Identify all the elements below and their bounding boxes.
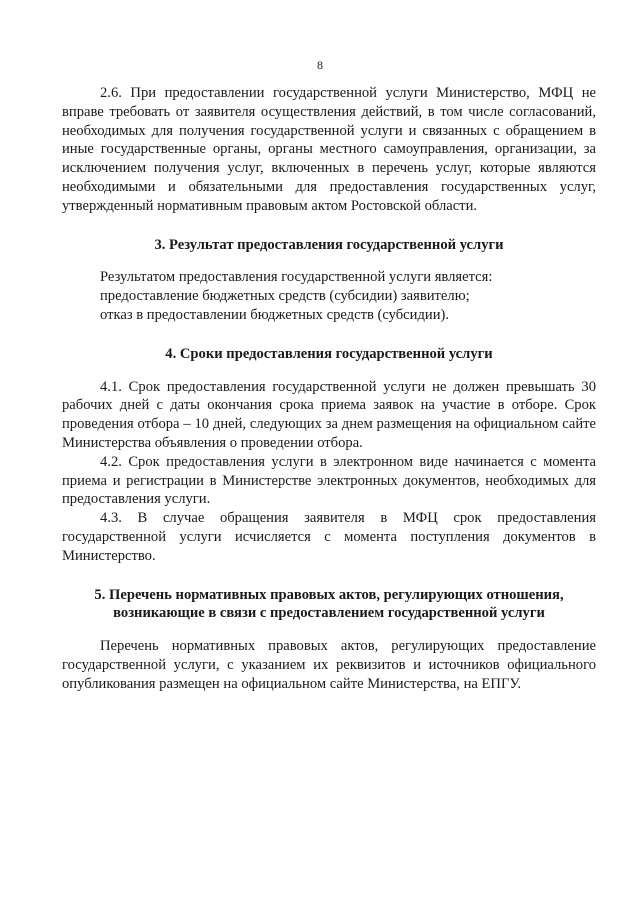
- paragraph-4-1: 4.1. Срок предоставления государственной услуги не должен превышать 30 рабочих дней с даты окончания срока приема заявок на участие в отборе. Срок проведения отбора – 10 дней, следующих за днем размещения на официальном сайте Министерства объявления о проведении отбора.: [62, 378, 596, 451]
- section-3-heading: 3. Результат предоставления государственной услуги: [154, 236, 504, 253]
- paragraph-4-2: 4.2. Срок предоставления услуги в электронном виде начинается с момента приема и регистрации в Министерстве электронных документов, необходимых для предоставления услуги.: [62, 453, 596, 508]
- paragraph-2-6: 2.6. При предоставлении государственной услуги Министерство, МФЦ не вправе требовать от заявителя осуществления действий, в том числе согласований, необходимых для получения государственной услуги и связанных с обращением в иные государственные органы, органы местного самоуправления, организации, за исключением получения услуг, включенных в перечень услуг, которые являются необходимыми и обязательными для предоставления государственных услуг, утвержденный нормативным правовым актом Ростовской области.: [62, 85, 596, 214]
- section-5-heading-line-1: 5. Перечень нормативных правовых актов, регулирующих отношения,: [94, 586, 564, 603]
- section-4-heading: 4. Сроки предоставления государственной услуги: [165, 345, 493, 362]
- paragraph-5: Перечень нормативных правовых актов, регулирующих предоставление государственной услуги, с указанием их реквизитов и источников официального опубликования размещен на официальном сайте Министерства, на ЕПГУ.: [62, 638, 596, 692]
- page-number: 8: [317, 58, 323, 72]
- document-body: [62, 84, 596, 694]
- section-5-heading-line-2: возникающие в связи с предоставлением государственной услуги: [113, 605, 545, 622]
- section-3-line: отказ в предоставлении бюджетных средств (субсидии).: [100, 306, 450, 323]
- section-3-line: предоставление бюджетных средств (субсидии) заявителю;: [100, 288, 470, 305]
- section-3-line: Результатом предоставления государственной услуги является:: [100, 269, 493, 286]
- paragraph-4-3: 4.3. В случае обращения заявителя в МФЦ срок предоставления государственной услуги исчисляется с момента поступления документов в Министерство.: [62, 510, 596, 564]
- section-5-heading: [62, 586, 596, 624]
